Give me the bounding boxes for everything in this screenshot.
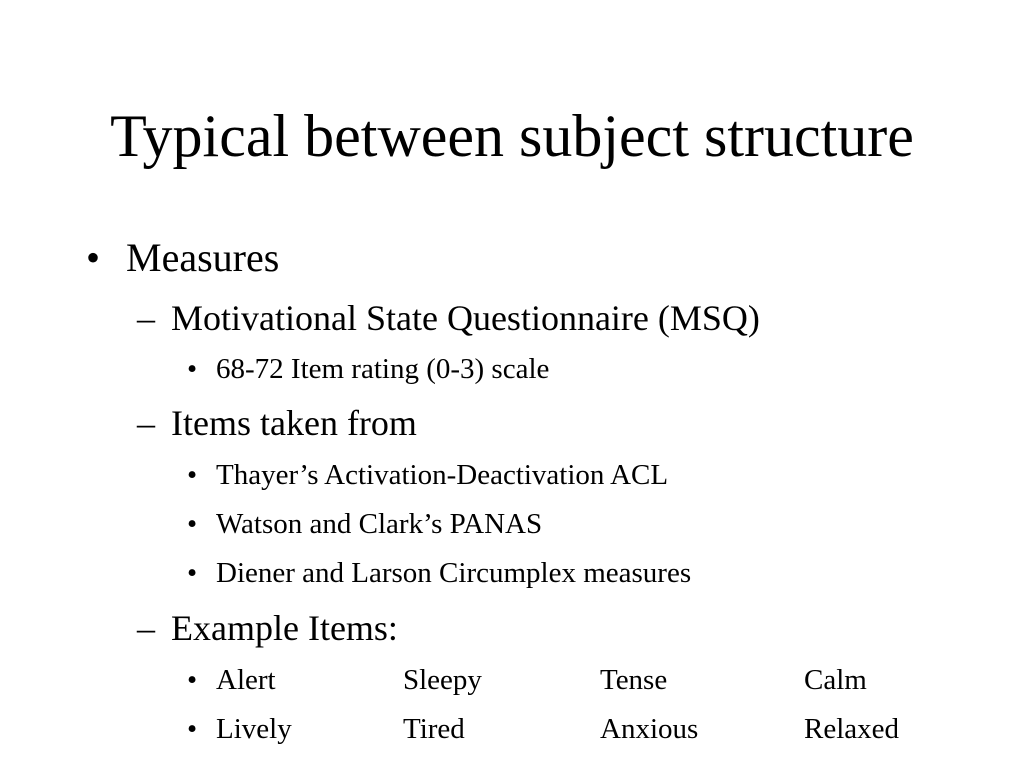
dash-icon: – xyxy=(137,403,155,443)
bullet-icon: • xyxy=(187,508,198,540)
bullet-icon: • xyxy=(86,235,101,280)
dash-icon: – xyxy=(137,608,155,648)
bullet-icon: • xyxy=(187,353,198,385)
subitem-msq xyxy=(137,296,760,340)
source-text: Diener and Larson Circumplex measures xyxy=(216,557,692,589)
source-item xyxy=(187,457,668,493)
example-item: Calm xyxy=(804,664,867,696)
dash-icon: – xyxy=(137,298,155,338)
bullet-icon: • xyxy=(187,713,198,745)
example-item: Anxious xyxy=(600,713,699,745)
items-taken-from-label: Items taken from xyxy=(171,403,417,443)
source-item xyxy=(187,506,542,542)
msq-detail xyxy=(187,351,549,387)
bullet-icon: • xyxy=(187,557,198,589)
bullet-icon: • xyxy=(187,459,198,491)
example-item: Lively xyxy=(216,713,292,745)
example-item: Sleepy xyxy=(403,664,482,696)
subitem-example-items xyxy=(137,606,398,650)
example-row xyxy=(187,711,987,747)
example-row xyxy=(187,662,987,698)
example-item: Alert xyxy=(216,664,276,696)
slide-title: Typical between subject structure xyxy=(110,103,914,169)
msq-label: Motivational State Questionnaire (MSQ) xyxy=(171,298,760,338)
example-item: Tense xyxy=(600,664,668,696)
example-items-label: Example Items: xyxy=(171,608,398,648)
source-item xyxy=(187,555,691,591)
source-text: Watson and Clark’s PANAS xyxy=(216,508,543,540)
example-item: Tired xyxy=(403,713,465,745)
source-text: Thayer’s Activation-Deactivation ACL xyxy=(216,459,669,491)
example-item: Relaxed xyxy=(804,713,900,745)
msq-detail-text: 68-72 Item rating (0-3) scale xyxy=(216,353,550,385)
bullet-measures xyxy=(86,234,279,282)
bullet-icon: • xyxy=(187,664,198,696)
measures-label: Measures xyxy=(126,235,280,280)
subitem-items-taken-from xyxy=(137,401,417,445)
